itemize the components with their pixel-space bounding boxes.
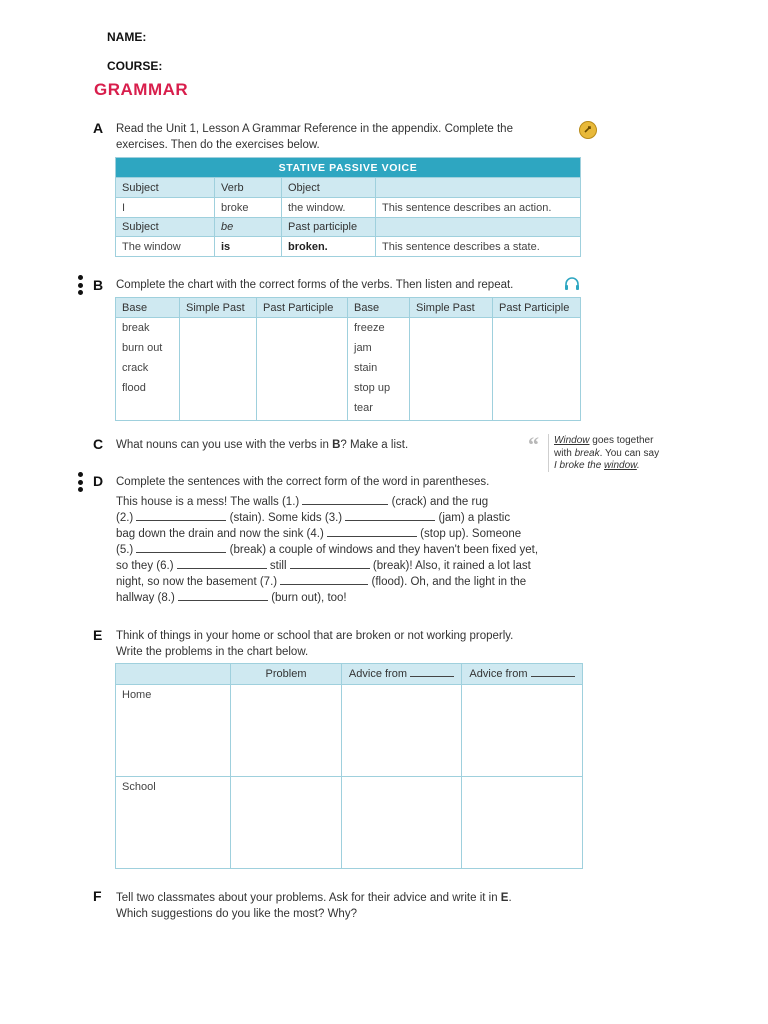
row-label-home: Home <box>116 685 231 777</box>
note-word: Window <box>554 435 590 446</box>
table-header-cell <box>342 664 462 685</box>
line-text: night, so now the basement (7.) <box>116 576 281 588</box>
section-e-instruction-line1: Think of things in your home or school that are broken or not working properly. <box>116 630 514 642</box>
table-cell: This sentence describes a state. <box>376 237 581 257</box>
section-f-instruction <box>116 890 586 922</box>
note-divider <box>548 434 549 472</box>
line-text: so they (6.) <box>116 560 177 572</box>
table-header-cell: Past Participle <box>257 298 348 318</box>
table-cell: I <box>116 198 215 218</box>
answer-cell[interactable] <box>410 318 493 421</box>
line-text: (burn out), too! <box>268 592 347 604</box>
table-header-cell: Subject <box>116 218 215 237</box>
table-row <box>116 685 583 777</box>
note-word: window <box>604 460 637 471</box>
base-verb: flood <box>122 382 146 394</box>
section-a-instruction-line2: exercises. Then do the exercises below. <box>116 139 320 151</box>
answer-blank[interactable] <box>136 542 226 553</box>
table-header-row <box>116 664 583 685</box>
table-header-cell: Base <box>116 298 180 318</box>
section-f-letter: F <box>93 888 102 904</box>
instruction-text: What nouns can you use with the verbs in <box>116 439 333 451</box>
line-text: (break)! Also, it rained a lot last <box>369 560 531 572</box>
column-label: Advice from <box>469 668 528 680</box>
section-f-instruction-line2: Which suggestions do you like the most? Why? <box>116 908 357 920</box>
paragraph-line <box>116 542 586 558</box>
table-header-cell: Base <box>348 298 410 318</box>
section-e-instruction <box>116 628 586 660</box>
line-text: (2.) <box>116 512 137 524</box>
note-text: with <box>554 447 575 459</box>
base-column-left <box>116 318 180 421</box>
row-label-school: School <box>116 777 231 869</box>
note-text: goes together <box>589 435 654 446</box>
table-header-cell: be <box>215 218 282 237</box>
instruction-bold: E <box>500 892 509 904</box>
table-cell: This sentence describes an action. <box>376 198 581 218</box>
answer-cell[interactable] <box>257 318 348 421</box>
section-e-letter: E <box>93 627 103 643</box>
instruction-text: . <box>508 892 512 904</box>
line-text: (crack) and the rug <box>388 496 489 508</box>
answer-blank[interactable] <box>136 510 226 521</box>
note-text: . <box>636 460 640 471</box>
table-header-cell: Verb <box>215 178 282 198</box>
answer-blank[interactable] <box>410 668 454 677</box>
table-header-row <box>116 178 581 198</box>
answer-cell[interactable] <box>231 777 342 869</box>
table-header-cell: Object <box>282 178 376 198</box>
vocabulary-note <box>554 435 684 473</box>
section-a-instruction <box>116 121 576 153</box>
paragraph-line <box>116 510 586 526</box>
base-verb: jam <box>354 342 372 354</box>
paragraph-line <box>116 574 586 590</box>
table-header-cell: Past Participle <box>493 298 581 318</box>
table-header-cell: Simple Past <box>410 298 493 318</box>
line-text: still <box>266 560 290 572</box>
answer-cell[interactable] <box>462 777 583 869</box>
answer-blank[interactable] <box>327 526 417 537</box>
table-header-cell <box>376 178 581 198</box>
base-verb: tear <box>354 402 373 414</box>
answer-blank[interactable] <box>290 558 370 569</box>
line-text: (flood). Oh, and the light in the <box>368 576 527 588</box>
table-header-row <box>116 298 581 318</box>
answer-blank[interactable] <box>177 558 267 569</box>
note-text: . You can say <box>599 447 660 459</box>
pair-work-icon <box>78 472 83 495</box>
section-f-instruction-line1 <box>116 890 586 906</box>
line-text: hallway (8.) <box>116 592 178 604</box>
answer-blank[interactable] <box>345 510 435 521</box>
table-cell: is <box>215 237 282 257</box>
paragraph-line <box>116 590 586 606</box>
table-header-cell <box>116 664 231 685</box>
table-title: STATIVE PASSIVE VOICE <box>116 158 581 178</box>
table-header-cell <box>462 664 583 685</box>
answer-blank[interactable] <box>178 590 268 601</box>
section-a-instruction-line1: Read the Unit 1, Lesson A Grammar Reference in the appendix. Complete the <box>116 123 513 135</box>
line-text: (stop up). Someone <box>416 528 522 540</box>
line-text: (stain). Some kids (3.) <box>226 512 346 524</box>
answer-cell[interactable] <box>342 777 462 869</box>
line-text: (5.) <box>116 544 137 556</box>
stative-passive-table <box>115 157 581 257</box>
problems-table <box>115 663 583 869</box>
table-row <box>116 777 583 869</box>
table-cell: the window. <box>282 198 376 218</box>
section-e-instruction-line2: Write the problems in the chart below. <box>116 646 309 658</box>
page-title: GRAMMAR <box>94 80 189 99</box>
table-header-cell: Subject <box>116 178 215 198</box>
table-header-cell: Past participle <box>282 218 376 237</box>
section-d-letter: D <box>93 473 104 489</box>
instruction-text: ? Make a list. <box>340 439 409 451</box>
paragraph-line <box>116 494 586 510</box>
answer-cell[interactable] <box>342 685 462 777</box>
pair-work-icon <box>78 275 83 298</box>
table-header-cell <box>376 218 581 237</box>
line-text: (jam) a plastic <box>435 512 511 524</box>
instruction-text: Tell two classmates about your problems. Ask for their advice and write it in <box>116 892 501 904</box>
table-row <box>116 198 581 218</box>
base-verb: break <box>122 322 150 334</box>
base-verb: crack <box>122 362 149 374</box>
headphones-icon[interactable] <box>564 277 580 296</box>
table-row <box>116 237 581 257</box>
answer-cell[interactable] <box>493 318 581 421</box>
paragraph-line <box>116 526 586 542</box>
instruction-bold: B <box>332 439 341 451</box>
base-column-right <box>348 318 410 421</box>
base-verb: burn out <box>122 342 163 354</box>
answer-cell[interactable] <box>462 685 583 777</box>
line-text: bag down the drain and now the sink (4.) <box>116 528 327 540</box>
base-verb: stop up <box>354 382 391 394</box>
column-label: Advice from <box>348 668 407 680</box>
table-header-cell: Simple Past <box>180 298 257 318</box>
table-header-row <box>116 218 581 237</box>
table-cell: The window <box>116 237 215 257</box>
table-row <box>116 318 581 421</box>
note-word: break <box>574 447 600 459</box>
section-b-letter: B <box>93 277 104 293</box>
table-cell: broke <box>215 198 282 218</box>
note-text: I broke the <box>554 460 605 471</box>
answer-cell[interactable] <box>231 685 342 777</box>
base-verb <box>122 398 173 418</box>
base-verb: stain <box>354 362 378 374</box>
paragraph-line <box>116 558 586 574</box>
answer-blank[interactable] <box>280 574 368 585</box>
section-d-instruction: Complete the sentences with the correct form of the word in parentheses. <box>116 476 490 488</box>
verb-forms-table <box>115 297 581 421</box>
answer-cell[interactable] <box>180 318 257 421</box>
course-label: COURSE: <box>107 59 163 73</box>
name-label: NAME: <box>107 30 147 44</box>
fill-in-paragraph <box>116 494 586 606</box>
answer-blank[interactable] <box>302 494 388 505</box>
quote-icon: “ <box>528 432 539 457</box>
section-c-letter: C <box>93 436 104 452</box>
base-verb: freeze <box>354 322 385 334</box>
section-a-letter: A <box>93 120 104 136</box>
line-text: This house is a mess! The walls (1.) <box>116 496 303 508</box>
table-cell: broken. <box>282 237 376 257</box>
line-text: (break) a couple of windows and they haven't been fixed yet, <box>226 544 539 556</box>
section-c-instruction <box>116 437 408 453</box>
audio-link-icon[interactable] <box>579 121 597 139</box>
answer-blank[interactable] <box>531 668 575 677</box>
table-header-cell: Problem <box>231 664 342 685</box>
section-b-instruction: Complete the chart with the correct forms of the verbs. Then listen and repeat. <box>116 279 514 291</box>
